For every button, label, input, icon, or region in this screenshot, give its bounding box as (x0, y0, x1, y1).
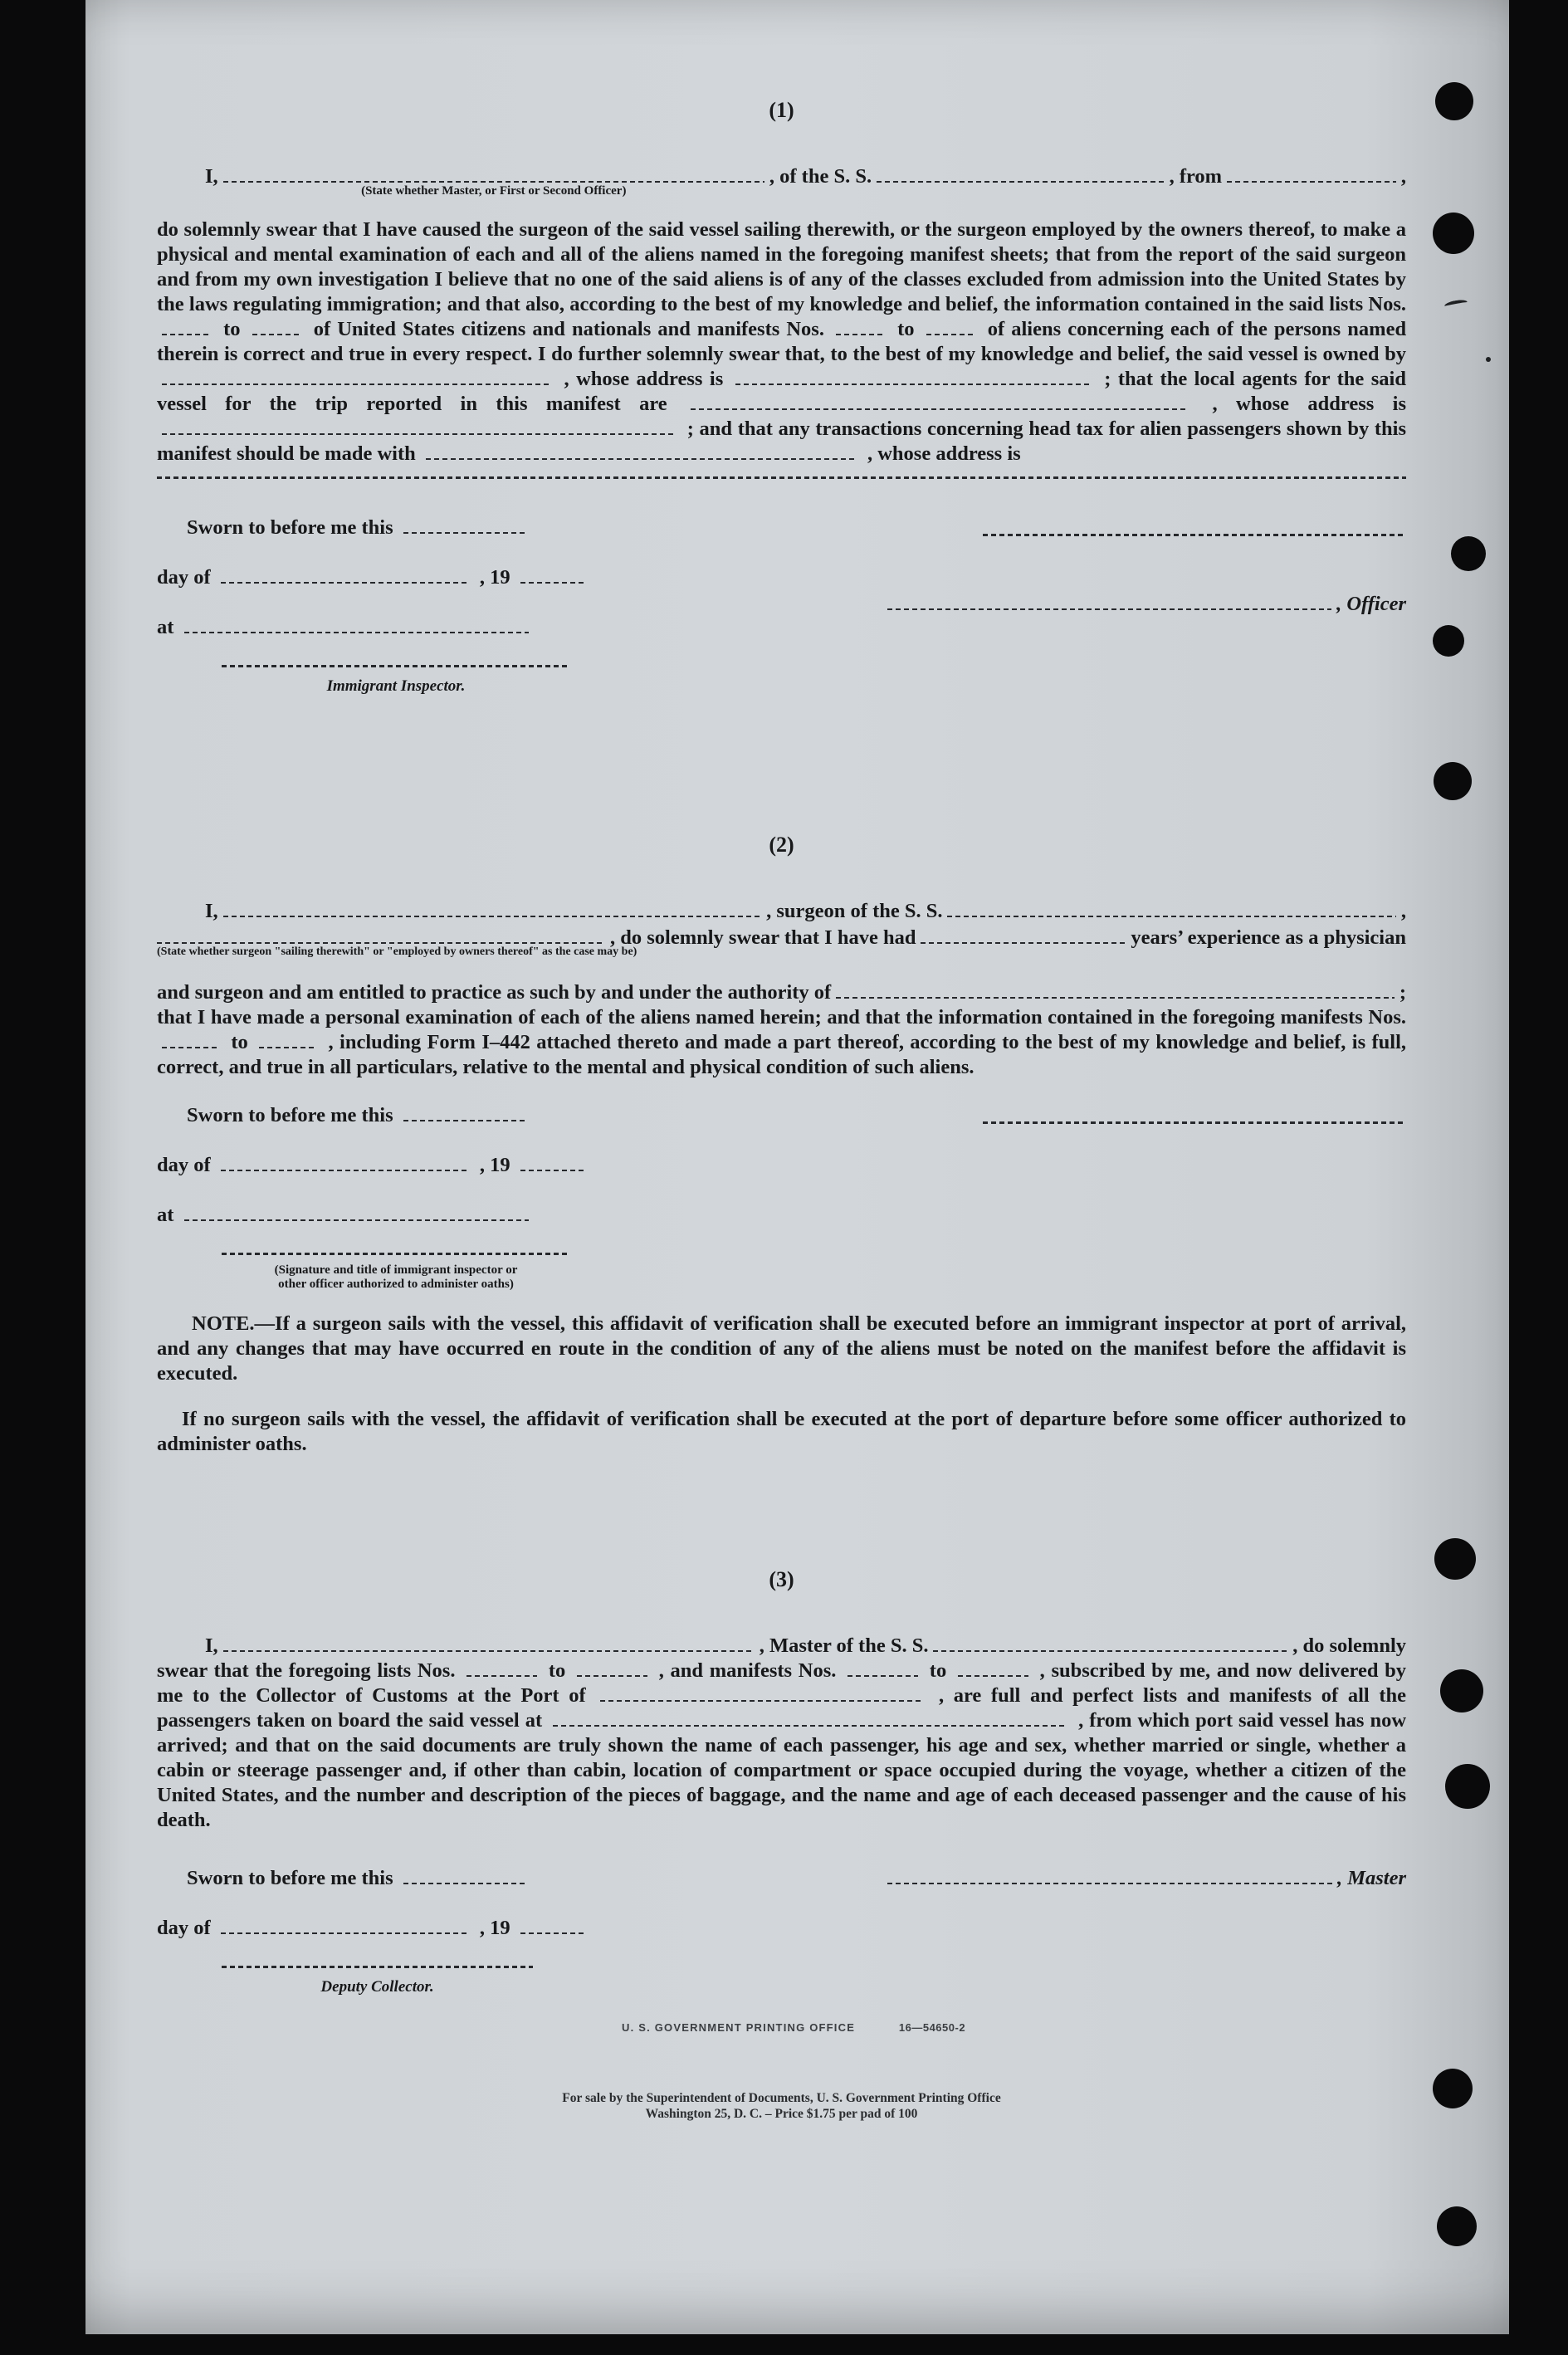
blank-manifests-from (836, 319, 886, 335)
s1-text-i: ; and that any transactions concerning head tax for alien passengers shown by this manifest should be made with (157, 418, 1407, 465)
s1-sworn-block (157, 515, 1406, 699)
punch-hole (1433, 2069, 1473, 2108)
s2-signature (222, 1253, 570, 1292)
s1-text-d: to (897, 318, 915, 340)
blank-authority (836, 982, 1395, 999)
s1-officer-signature-1 (983, 534, 1406, 536)
s2-at-label: at (157, 1204, 174, 1226)
s2-experience-label: years’ experience as a physician (1131, 926, 1406, 949)
s2-second-line (157, 926, 1406, 958)
s3-sworn-block (157, 1866, 1406, 2000)
s2-surgeon-ss-label: , surgeon of the S. S. (766, 900, 943, 922)
s2-text-b: to (231, 1031, 248, 1053)
blank-vessel-name-2 (947, 901, 1395, 917)
s2-day-row (157, 1153, 1406, 1178)
blank-surgeon-status (157, 927, 637, 958)
s3-master-signature (887, 1866, 1406, 1891)
master-label: , Master (1336, 1867, 1406, 1889)
s1-comma: , (1400, 165, 1406, 188)
blank-place (184, 617, 529, 633)
s3-day-row (157, 1916, 1406, 1941)
blank-deputy-signature-line (222, 1966, 533, 1968)
s3-dayof-label: day of (157, 1917, 211, 1939)
s2-sworn-row (157, 1103, 1406, 1128)
s3-text-g: , from which port said vessel has now arrived; and that on the said documents are truly shown the name of each passenger, his age and sex, whether married or single, whether a cabin or steerage passenger and, if other than cabin, location of compartment or space occupied during the voyage, whether a citizen of the United States, and the number and description of the pieces of baggage, and the name and age of each deceased passenger and the cause of his death. (157, 1709, 1407, 1831)
document-page (85, 0, 1509, 2334)
blank-sworn-date-3 (403, 1868, 528, 1884)
blank-lists-to (252, 319, 302, 335)
s1-text-a: do solemnly swear that I have caused the surgeon of the said vessel sailing therewith, or the surgeon employed by the owners thereof, to make a physical and mental examination of each and all of the aliens named in the foregoing manifest sheets; that from the report of the said surgeon and from my own investigation I believe that no one of the said aliens is of any of the classes excluded from admission into the United States by the laws regulating immigration; and that also, according to the best of my knowledge and belief, the information contained in the said lists Nos. (157, 218, 1406, 315)
blank-master-name (223, 1635, 755, 1652)
s1-from-label: , from (1169, 165, 1223, 188)
s1-opening-line (157, 164, 1406, 198)
section-2-number: (2) (769, 833, 794, 857)
s1-name-caption: (State whether Master, or First or Second Officer) (361, 184, 627, 198)
blank-manifests-to (926, 319, 976, 335)
s2-19-label: , 19 (479, 1154, 510, 1176)
s2-sworn-block (157, 1103, 1406, 1292)
punch-hole (1435, 82, 1473, 120)
blank-officer-signature-line-3 (983, 1121, 1406, 1124)
s2-text-c: , including Form I–442 attached thereto and made a part thereof, according to the best of my knowledge and belief, is full, correct, and true in all particulars, relative to the mental and physical condition of such aliens. (157, 1031, 1407, 1078)
s2-affidavit-paragraph (157, 1005, 1406, 1080)
officer-label: , Officer (1336, 593, 1406, 615)
sale-notice-line-2: Washington 25, D. C. – Price $1.75 per pad of 100 (645, 2107, 918, 2121)
gpo-office-label: U. S. GOVERNMENT PRINTING OFFICE (622, 2021, 856, 2034)
blank-agents-name (691, 393, 1189, 410)
s2-opening-line (157, 899, 1406, 924)
s2-sworn-label: Sworn to before me this (187, 1104, 393, 1126)
blank-port-from (1227, 166, 1396, 183)
section-1-number: (1) (769, 98, 794, 122)
blank-vessel-name-3 (933, 1635, 1287, 1652)
s3-text-f: , are full and perfect lists and manifests of all the passengers taken on board the said vessel at (157, 1684, 1407, 1732)
s1-text-c: of United States citizens and nationals and manifests Nos. (313, 318, 824, 340)
blank-lists-from-3 (466, 1660, 537, 1677)
punch-hole (1433, 213, 1474, 254)
deputy-collector-caption: Deputy Collector. (320, 1978, 434, 1996)
s2-dayof-label: day of (157, 1154, 211, 1176)
blank-headtax-address-line (157, 476, 1406, 479)
blank-manifests-from-3 (848, 1660, 918, 1677)
blank-master-signature-line (887, 1868, 1332, 1884)
gpo-job-code: 16—54650-2 (898, 2021, 966, 2034)
s1-officer-signature-2 (887, 592, 1406, 617)
s3-text-d: to (929, 1659, 947, 1682)
s2-i-label: I, (205, 900, 218, 922)
blank-lists-from (162, 319, 212, 335)
s3-master-ss-label: , Master of the S. S. (759, 1634, 929, 1657)
blank-day-3 (221, 1918, 470, 1934)
blank-sworn-date (403, 517, 528, 534)
s3-i-label: I, (205, 1634, 218, 1657)
s1-text-b: to (223, 318, 241, 340)
s2-at-row (157, 1203, 1406, 1228)
blank-vessel-name (877, 166, 1164, 183)
s3-sworn-label: Sworn to before me this (187, 1867, 393, 1889)
s3-affidavit-paragraph (157, 1659, 1406, 1833)
s2-semicolon: ; (1399, 981, 1406, 1004)
note-paragraph-2: If no surgeon sails with the vessel, the affidavit of verification shall be executed at the port of departure before some officer authorized to administer oaths. (157, 1407, 1406, 1455)
s2-status-caption: (State whether surgeon "sailing therewith" or "employed by owners thereof" as the case may be) (157, 945, 637, 958)
blank-inspector-signature-line (222, 665, 570, 667)
blank-year-3 (520, 1918, 587, 1934)
section-3-number: (3) (769, 1567, 794, 1591)
punch-hole (1433, 625, 1464, 657)
s3-text-a: swear that the foregoing lists Nos. (157, 1659, 456, 1682)
s1-text-e: of aliens concerning each of the persons named therein is correct and true in every respect. I do further solemnly swear that, to the best of my knowledge and belief, the said vessel is owned by (157, 318, 1407, 365)
blank-year-2 (520, 1155, 587, 1171)
blank-manifests-to-3 (958, 1660, 1028, 1677)
punch-hole (1451, 536, 1486, 571)
s2-signature-caption (222, 1263, 570, 1292)
s3-deputy-signature (222, 1966, 533, 2000)
s3-opening-line (157, 1634, 1406, 1659)
blank-year (520, 567, 587, 584)
punch-hole (1440, 1669, 1483, 1713)
blank-deponent-name (223, 166, 764, 198)
s1-of-ss-label: , of the S. S. (769, 165, 872, 188)
s3-do-solemnly-label: , do solemnly (1292, 1634, 1406, 1657)
s1-at-label: at (157, 616, 174, 638)
blank-headtax-name (426, 443, 857, 460)
s2-signature-caption-line-1: (Signature and title of immigrant inspector or (274, 1263, 518, 1277)
blank-officer-signature-line-2 (887, 594, 1331, 610)
blank-day-2 (221, 1155, 470, 1171)
page-footer (157, 2002, 1406, 2122)
s3-text-e: , subscribed by me, and now delivered by me to the Collector of Customs at the Port of (157, 1659, 1407, 1707)
s1-19-label: , 19 (479, 566, 510, 589)
s1-i-label: I, (205, 165, 218, 188)
s2-signature-caption-line-2: other officer authorized to administer oaths) (278, 1278, 514, 1291)
s1-text-g: ; that the local agents for the said vessel for the trip reported in this manifest are (157, 368, 1406, 415)
sale-notice-line-1: For sale by the Superintendent of Documents, U. S. Government Printing Office (562, 2091, 1001, 2105)
s1-day-row (157, 565, 1406, 590)
s2-authority-line (157, 980, 1406, 1005)
s3-19-label: , 19 (479, 1917, 510, 1939)
blank-day (221, 567, 470, 584)
section-2 (157, 833, 1406, 1477)
s3-text-b: to (548, 1659, 566, 1682)
s2-officer-signature (983, 1121, 1406, 1124)
punch-hole (1437, 2206, 1477, 2246)
blank-port-of-entry (600, 1685, 924, 1702)
blank-port-of-departure (553, 1710, 1067, 1727)
blank-place-2 (184, 1204, 529, 1221)
blank-agents-address (162, 418, 677, 435)
s3-text-c: , and manifests Nos. (658, 1659, 837, 1682)
blank-years (921, 927, 1126, 944)
section-1 (157, 98, 1406, 699)
blank-manifests-from-2 (162, 1032, 220, 1048)
s1-sworn-row (157, 515, 1406, 540)
inspector-caption: Immigrant Inspector. (326, 677, 466, 695)
s1-sworn-label: Sworn to before me this (187, 516, 393, 539)
note-paragraph-1: NOTE.—If a surgeon sails with the vessel, this affidavit of verification shall be executed before an immigrant inspector at port of arrival, and any changes that may have occurred en route in the condition of any of the aliens must be noted on the manifest before the affidavit is executed. (157, 1312, 1406, 1385)
blank-owner-name (162, 369, 552, 385)
s1-text-f: , whose address is (564, 368, 724, 390)
sale-notice (157, 2090, 1406, 2122)
punch-hole (1445, 1764, 1490, 1809)
punch-hole (1434, 1538, 1476, 1580)
blank-surgeon-name (223, 901, 761, 917)
scan-artifact-speck (1486, 357, 1491, 362)
s2-comma: , (1400, 900, 1406, 922)
blank-inspector-signature-line-2 (222, 1253, 570, 1255)
blank-lists-to-3 (577, 1660, 647, 1677)
s2-swear-label: , do solemnly swear that I have had (610, 926, 916, 949)
s1-dayof-label: day of (157, 566, 211, 589)
s1-at-row (157, 615, 1406, 640)
s1-text-h: , whose address is (1212, 393, 1406, 415)
section-3 (157, 1567, 1406, 2000)
s1-affidavit-paragraph (157, 217, 1406, 467)
gpo-imprint (157, 2002, 1406, 2040)
punch-hole (1434, 762, 1472, 800)
blank-manifests-to-2 (259, 1032, 317, 1048)
blank-officer-signature-line-1 (983, 534, 1406, 536)
s2-text-a: that I have made a personal examination of each of the aliens named herein; and that the information contained in the foregoing manifests Nos. (157, 1006, 1406, 1028)
s2-authority-label: and surgeon and am entitled to practice as such by and under the authority of (157, 981, 832, 1004)
s1-inspector-signature (222, 665, 570, 699)
blank-owner-address (735, 369, 1092, 385)
s1-text-j: , whose address is (867, 442, 1021, 465)
blank-sworn-date-2 (403, 1105, 528, 1121)
